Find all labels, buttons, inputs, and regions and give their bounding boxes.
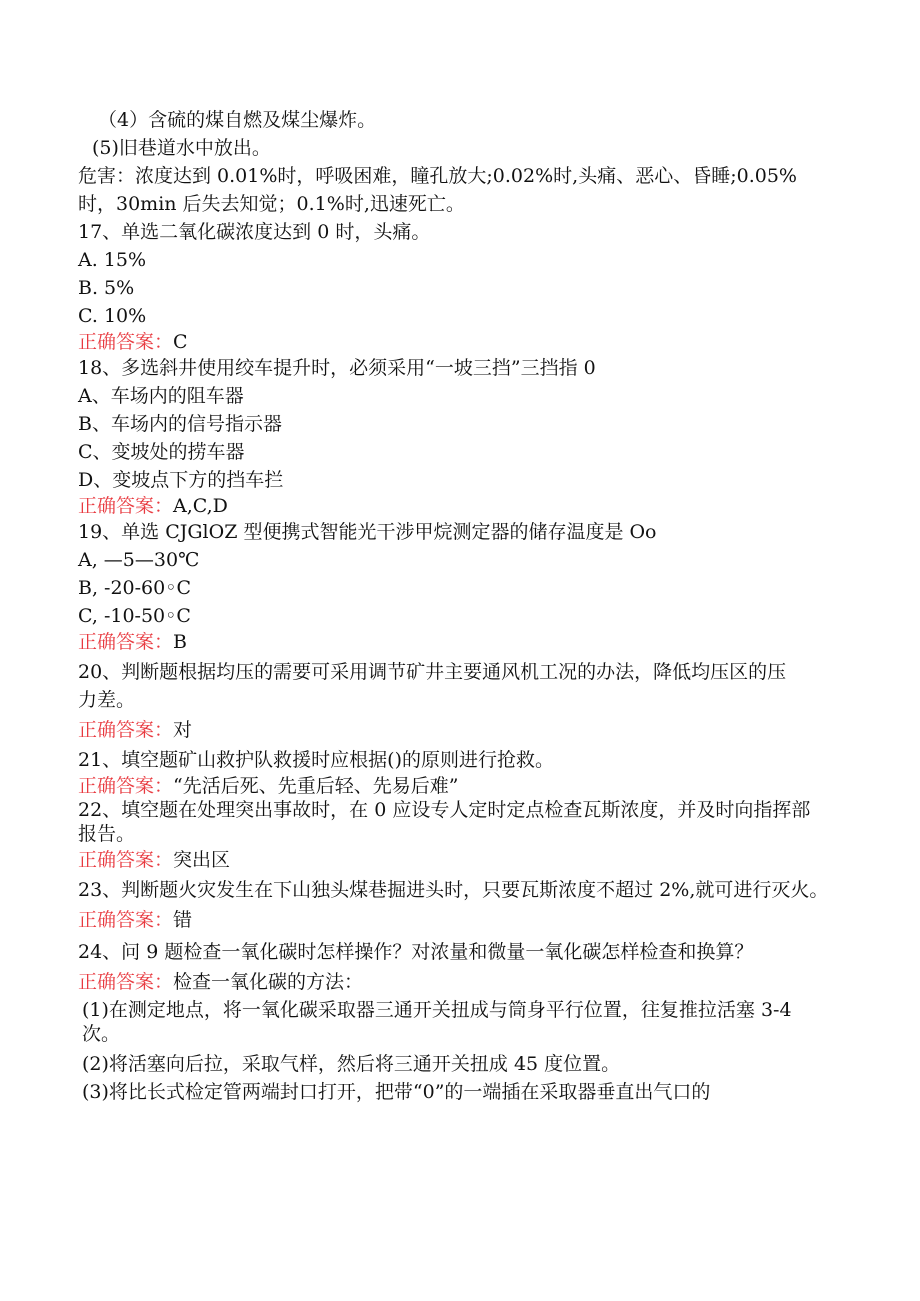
answer-label: 正确答案： — [78, 331, 174, 353]
option-17-c: C. 10% — [78, 305, 147, 327]
answer-label: 正确答案： — [78, 495, 174, 517]
answer-21 — [78, 774, 842, 798]
answer-label: 正确答案： — [78, 909, 174, 931]
answer-value: B — [173, 631, 187, 653]
document-body — [78, 106, 842, 1106]
answer-24 — [78, 970, 842, 994]
option-19-b: B, -20-60◦C — [78, 577, 191, 599]
answer-value: “先活后死、先重后轻、先易后难” — [173, 775, 459, 797]
option-18-a: A、车场内的阻车器 — [78, 385, 244, 407]
answer-value: 错 — [173, 909, 193, 931]
answer-value: A,C,D — [173, 495, 228, 517]
answer-17 — [78, 330, 842, 354]
answer-23 — [78, 908, 842, 932]
answer-22 — [78, 848, 842, 872]
option-17-a: A. 15% — [78, 249, 147, 271]
answer-label: 正确答案： — [78, 631, 174, 653]
answer-18 — [78, 494, 842, 518]
question-22: 22、填空题在处理突出事故时，在 0 应设专人定时定点检查瓦斯浓度，并及时向指挥部报告。 — [78, 799, 811, 845]
answer-label: 正确答案： — [78, 849, 174, 871]
question-17: 17、单选二氧化碳浓度达到 0 时，头痛。 — [78, 221, 431, 243]
answer-label: 正确答案： — [78, 775, 174, 797]
answer-20 — [78, 718, 842, 742]
question-24: 24、问 9 题检查一氧化碳时怎样操作？对浓量和微量一氧化碳怎样检查和换算？ — [78, 941, 754, 963]
option-19-a: A, —5—30℃ — [78, 549, 200, 571]
answer-label: 正确答案： — [78, 719, 174, 741]
step-1: (1)在测定地点，将一氧化碳采取器三通开关扭成与筒身平行位置，往复推拉活塞 3-4 次。 — [82, 999, 792, 1045]
option-18-b: B、车场内的信号指示器 — [78, 413, 282, 435]
answer-value: C — [173, 331, 188, 353]
question-21: 21、填空题矿山救护队救援时应根据()的原则进行抢救。 — [78, 749, 555, 771]
answer-19 — [78, 630, 842, 654]
step-3: (3)将比长式检定管两端封口打开，把带“0”的一端插在采取器垂直出气口的 — [82, 1081, 711, 1103]
answer-value: 突出区 — [173, 849, 231, 871]
answer-label: 正确答案： — [78, 971, 174, 993]
text-line: (5)旧巷道水中放出。 — [92, 137, 271, 159]
text-line: （4）含硫的煤自燃及煤尘爆炸。 — [98, 109, 377, 131]
answer-value: 对 — [173, 719, 193, 741]
option-18-c: C、变坡处的捞车器 — [78, 441, 245, 463]
option-17-b: B. 5% — [78, 277, 135, 299]
option-18-d: D、变坡点下方的挡车拦 — [78, 469, 284, 491]
step-2: (2)将活塞向后拉，采取气样，然后将三通开关扭成 45 度位置。 — [82, 1053, 621, 1075]
question-18: 18、多选斜井使用绞车提升时，必须采用“一坡三挡”三挡指 0 — [78, 357, 596, 379]
option-19-c: C, -10-50◦C — [78, 605, 191, 627]
question-20: 20、判断题根据均压的需要可采用调节矿井主要通风机工况的办法，降低均压区的压力差。 — [78, 661, 787, 711]
question-19: 19、单选 CJGlOZ 型便携式智能光干涉甲烷测定器的储存温度是 Oo — [78, 521, 657, 543]
question-23: 23、判断题火灾发生在下山独头煤巷掘进头时，只要瓦斯浓度不超过 2%,就可进行灭火。 — [78, 879, 829, 901]
text-paragraph: 危害：浓度达到 0.01%时，呼吸困难，瞳孔放大;0.02%时,头痛、恶心、昏睡;0.05%时，30min 后失去知觉；0.1%时,迅速死亡。 — [78, 165, 797, 215]
answer-value: 检查一氧化碳的方法： — [173, 971, 364, 993]
